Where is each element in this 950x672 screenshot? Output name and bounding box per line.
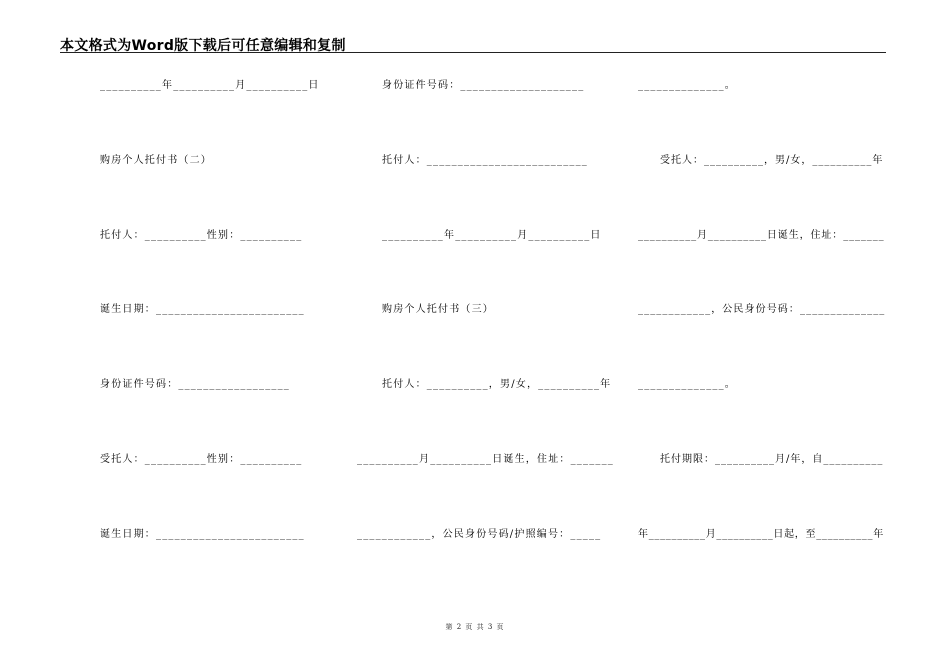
column-1-line-4: 诞生日期：________________________: [100, 304, 305, 315]
column-1-line-1: __________年__________月__________日: [100, 80, 320, 91]
column-1-line-2: 购房个人托付书（二）: [100, 155, 212, 166]
column-1-line-6: 受托人：__________性别：__________: [100, 454, 303, 465]
page-header-title: 本文格式为Word版下载后可任意编辑和复制: [60, 38, 346, 54]
column-2-line-3: __________年__________月__________日: [382, 230, 602, 241]
column-3-line-5: ______________。: [638, 379, 736, 390]
column-2-line-1: 身份证件号码：____________________: [382, 80, 585, 91]
text-column-1: [100, 0, 400, 672]
column-3-line-2: 受托人：__________，男/女，__________年: [638, 155, 884, 166]
column-3-line-1: ______________。: [638, 80, 736, 91]
column-1-line-7: 诞生日期：________________________: [100, 529, 305, 540]
page-number-footer: 第 2 页 共 3 页: [445, 623, 505, 631]
column-2-line-2: 托付人：__________________________: [382, 155, 588, 166]
column-2-line-7: ____________，公民身份号码/护照编号：_____: [357, 529, 602, 540]
column-1-line-3: 托付人：__________性别：__________: [100, 230, 303, 241]
text-column-2: [357, 0, 657, 672]
column-3-line-7: 年__________月__________日起，至__________年: [638, 529, 884, 540]
text-column-3: [638, 0, 938, 672]
column-2-line-4: 购房个人托付书（三）: [382, 304, 494, 315]
column-1-line-5: 身份证件号码：__________________: [100, 379, 290, 390]
column-3-line-4: ____________，公民身份号码：______________: [638, 304, 886, 315]
column-2-line-5: 托付人：__________，男/女，__________年: [382, 379, 612, 390]
column-3-line-3: __________月__________日诞生，住址：_______: [638, 230, 885, 241]
column-2-line-6: __________月__________日诞生，住址：_______: [357, 454, 614, 465]
column-3-line-6: 托付期限：__________月/年，自__________: [638, 454, 884, 465]
